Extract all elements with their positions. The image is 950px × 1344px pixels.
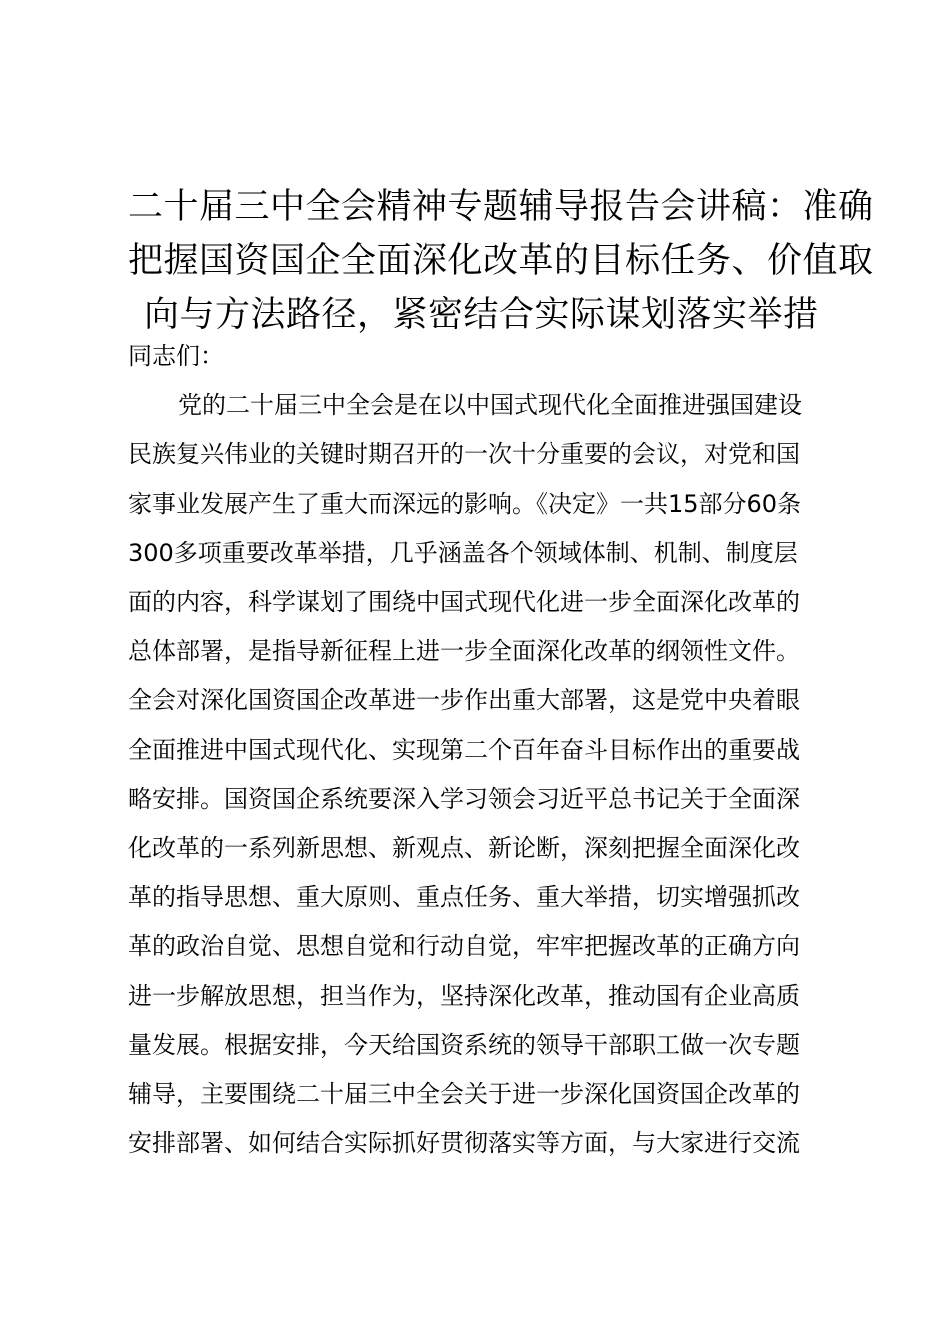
title-line-2: 把握国资国企全面深化改革的目标任务、价值取 — [128, 241, 874, 281]
salutation: 同志们： — [128, 342, 224, 370]
title-line-3: 向与方法路径，紧密结合实际谋划落实举措 — [144, 295, 819, 335]
body-line: 进一步解放思想，担当作为，坚持深化改革，推动国有企业高质 — [128, 981, 800, 1010]
body-line: 党的二十届三中全会是在以中国式现代化全面推进强国建设 — [178, 391, 802, 420]
body-line: 300多项重要改革举措，几乎涵盖各个领域体制、机制、制度层 — [128, 538, 798, 567]
body-line: 革的政治自觉、思想自觉和行动自觉，牢牢把握改革的正确方向 — [128, 932, 800, 961]
body-line: 全面推进中国式现代化、实现第二个百年奋斗目标作出的重要战 — [128, 735, 800, 764]
body-line: 辅导，主要围绕二十届三中全会关于进一步深化国资国企改革的 — [128, 1080, 800, 1109]
title-line-1: 二十届三中全会精神专题辅导报告会讲稿：准确 — [128, 187, 874, 227]
body-line: 革的指导思想、重大原则、重点任务、重大举措，切实增强抓改 — [128, 883, 800, 912]
body-line: 量发展。根据安排，今天给国资系统的领导干部职工做一次专题 — [128, 1030, 800, 1059]
body-line: 民族复兴伟业的关键时期召开的一次十分重要的会议，对党和国 — [128, 440, 800, 469]
body-line: 总体部署，是指导新征程上进一步全面深化改革的纲领性文件。 — [128, 637, 800, 666]
document-body — [128, 332, 858, 1168]
body-line: 全会对深化国资国企改革进一步作出重大部署，这是党中央着眼 — [128, 686, 800, 715]
document-title — [128, 180, 874, 342]
body-line: 略安排。国资国企系统要深入学习领会习近平总书记关于全面深 — [128, 784, 800, 813]
body-line: 安排部署、如何结合实际抓好贯彻落实等方面，与大家进行交流 — [128, 1129, 800, 1158]
body-line: 面的内容，科学谋划了围绕中国式现代化进一步全面深化改革的 — [128, 588, 800, 617]
body-line: 家事业发展产生了重大而深远的影响。《决定》一共15部分60条 — [128, 489, 802, 518]
body-line: 化改革的一系列新思想、新观点、新论断，深刻把握全面深化改 — [128, 834, 800, 863]
